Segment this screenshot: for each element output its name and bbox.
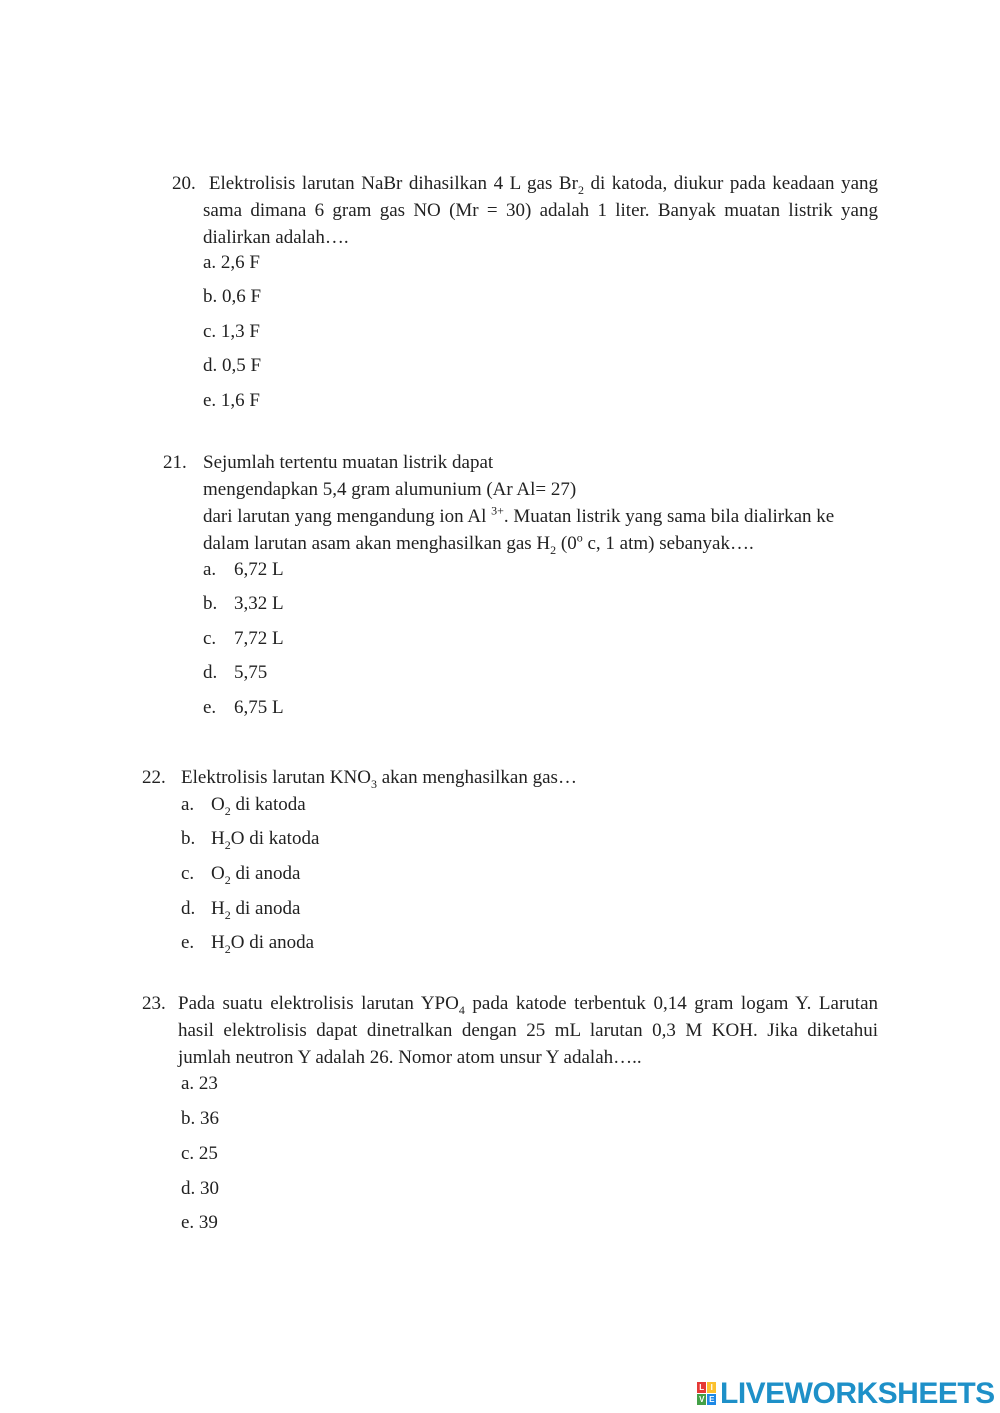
option-21-e[interactable]: e. 6,75 L [203,697,284,718]
option-22-e[interactable]: e. $H_2O$ di anoda [181,932,315,956]
option-21-b[interactable]: b. 3,32 L [203,593,284,614]
question-21-number: 21. [163,452,187,473]
option-21-d[interactable]: d. 5,75 [203,662,268,683]
question-number: 20. [172,173,196,194]
question-number: 22. [142,767,166,788]
option-20-e[interactable]: e. 1,6 F [203,390,260,411]
option-23-d[interactable]: d. 30 [181,1178,219,1199]
option-20-c[interactable]: c. 1,3 F [203,321,260,342]
question-20 [172,170,878,251]
brand-name: LIVEWORKSHEETS [720,1376,995,1410]
question-21-line1: Sejumlah tertentu muatan listrik dapat [203,452,494,473]
option-21-a[interactable]: a. 6,72 L [203,559,284,580]
question-20-stem: 20. Elektrolisis larutan NaBr dihasilkan 4 L gas $Br_2$ di katoda, diukur pada keadaan yang sama dimana 6 gram gas NO (Mr = 30) adalah 1 liter. Banyak muatan listrik yang dialirkan adalah…. [172,173,879,248]
liveworksheets-logo[interactable] [697,1376,995,1410]
question-23 [142,990,878,1071]
question-21-line4: dalam larutan asam akan menghasilkan gas $H_2$ (0$^o$ c, 1 atm) sebanyak…. [203,530,754,557]
question-21-line2: mengendapkan 5,4 gram alumunium (Ar Al= 27) [203,479,577,500]
question-22-stem: 22. Elektrolisis larutan $KNO_3$ akan menghasilkan gas… [142,764,577,791]
option-22-a[interactable]: a. $O_2$ di katoda [181,794,306,818]
question-number: 23. [142,993,166,1014]
option-23-a[interactable]: a. 23 [181,1073,218,1094]
question-23-stem: 23. Pada suatu elektrolisis larutan $YPO_4$ pada katode terbentuk 0,14 gram logam Y. Larutan hasil elektrolisis dapat dinetralkan dengan 25 mL larutan 0,3 M KOH. Jika diketahui jumlah neutron Y adalah 26. Nomor atom unsur Y adalah….. [142,990,878,1071]
option-20-a[interactable]: a. 2,6 F [203,252,260,273]
option-22-c[interactable]: c. $O_2$ di anoda [181,863,301,887]
option-22-d[interactable]: d. $H_2$ di anoda [181,898,301,922]
option-20-b[interactable]: b. 0,6 F [203,286,262,307]
option-21-c[interactable]: c. 7,72 L [203,628,284,649]
liveworksheets-mark-icon: L I V E [697,1382,716,1405]
option-23-b[interactable]: b. 36 [181,1108,219,1129]
option-23-e[interactable]: e. 39 [181,1212,218,1233]
option-22-b[interactable]: b. $H_2O$ di katoda [181,828,320,852]
question-21-line3: dari larutan yang mengandung ion Al $^{3+}$. Muatan listrik yang sama bila dialirkan ke [203,503,835,527]
option-23-c[interactable]: c. 25 [181,1143,218,1164]
option-20-d[interactable]: d. 0,5 F [203,355,262,376]
